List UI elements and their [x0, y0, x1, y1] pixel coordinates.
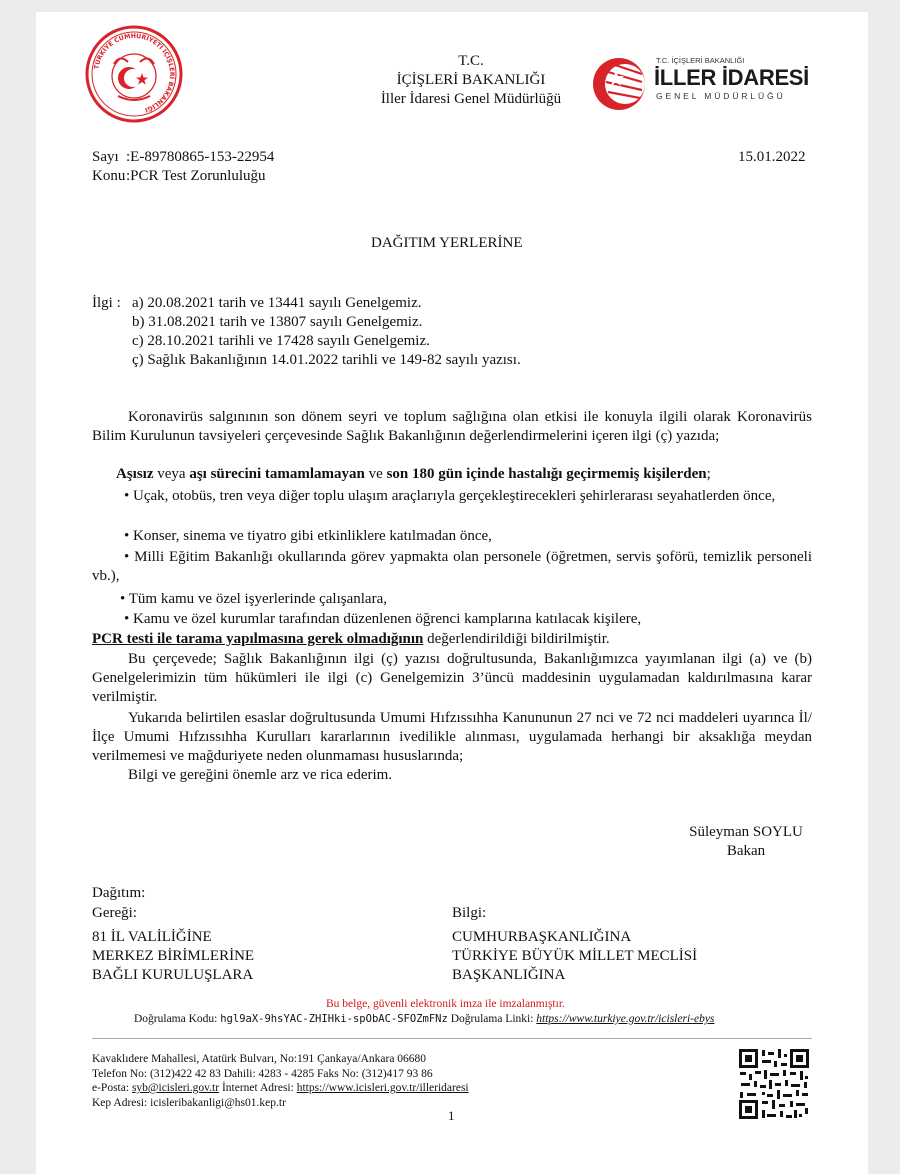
ministry-header [356, 52, 586, 109]
konu-value: :PCR Test Zorunluluğu [126, 168, 266, 184]
bullet-item [120, 590, 387, 609]
paragraph-2-text: Bu çerçevede; Sağlık Bakanlığının ilgi (ç) yazısı doğrultusunda, Bakanlığımızca yayımlanan ilgi (a) ve (b) Genelgelerimizin tüm hükümleri ile ilgi (c) Genelgemizin 3’üncü maddesinin uygulamadan kaldırılmasına karar verilmiştir. [92, 651, 812, 705]
ilgi-item: c) 28.10.2021 tarihli ve 17428 sayılı Genelgemiz. [132, 333, 430, 349]
iller-idaresi-logo [592, 54, 812, 114]
pcr-bold-text: PCR testi ile tarama yapılmasına gerek olmadığının [92, 631, 424, 647]
document-page [36, 12, 868, 1174]
bullet-icon: • [120, 591, 126, 607]
sayi-value: :E-89780865-153-22954 [126, 149, 275, 165]
bilgi-item: BAŞKANLIĞINA [452, 967, 566, 983]
gereg-block [92, 904, 254, 985]
signature-block [666, 823, 826, 861]
verification-link-label: Doğrulama Linki: [450, 1013, 534, 1025]
footer-email-label: e-Posta: [92, 1082, 132, 1094]
gereg-item: MERKEZ BİRİMLERİNE [92, 948, 255, 964]
konu-label: Konu [92, 168, 126, 184]
verification-divider [92, 1038, 812, 1039]
ministry-seal [84, 24, 184, 124]
footer-web[interactable]: https://www.icisleri.gov.tr/illeridaresi [296, 1082, 469, 1094]
paragraph-3 [92, 709, 812, 766]
page-number: 1 [448, 1108, 455, 1123]
footer-email[interactable]: syb@icisleri.gov.tr [131, 1082, 220, 1094]
bullet-text: Tüm kamu ve özel işyerlerinde çalışanlara, [128, 591, 387, 607]
bullet-item [92, 548, 812, 586]
pcr-rest-text: değerlendirildiği bildirilmiştir. [423, 631, 610, 647]
criteria-incomplete: aşı sürecini tamamlamayan [189, 466, 365, 482]
footer-phone: Telefon No: (312)422 42 83 Dahili: 4283 - 4285 Faks No: (312)417 93 86 [92, 1067, 433, 1080]
esign-note: Bu belge, güvenli elektronik imza ile imzalanmıştır. [326, 998, 565, 1010]
criteria-line [116, 465, 711, 484]
bullet-item [124, 610, 641, 629]
gereg-item: BAĞLI KURULUŞLARA [92, 967, 254, 983]
sayi-row [92, 148, 274, 167]
verification-row [134, 1012, 714, 1027]
ilgi-label: İlgi : [92, 295, 121, 311]
gereg-label: Gereği: [92, 905, 137, 921]
gereg-item: 81 İL VALİLİĞİNE [92, 929, 212, 945]
closing-line: Bilgi ve gereğini önemle arz ve rica ederim. [128, 767, 393, 783]
bilgi-item: CUMHURBAŞKANLIĞINA [452, 929, 632, 945]
logo-subtitle: GENEL MÜDÜRLÜĞÜ [656, 91, 786, 101]
bullet-icon: • [124, 528, 130, 544]
bullet-icon: • [124, 611, 130, 627]
bullet-item [124, 527, 492, 546]
bullet-item [92, 487, 812, 506]
addressee: DAĞITIM YERLERİNE [371, 235, 523, 251]
qr-code-icon [738, 1048, 810, 1120]
verification-code: hgl9aX-9hsYAC-ZHIHki-spObAC-SFOZmFNz [220, 1013, 448, 1025]
bullet-icon: • [124, 549, 130, 565]
verification-link[interactable]: https://www.turkiye.gov.tr/icisleri-ebys [536, 1013, 715, 1025]
bilgi-block [452, 904, 697, 985]
ilgi-item: a) 20.08.2021 tarih ve 13441 sayılı Genelgemiz. [132, 295, 422, 311]
header-ministry: İÇİŞLERİ BAKANLIĞI [396, 72, 546, 88]
criteria-recovered: son 180 gün içinde hastalığı geçirmemiş kişilerden [386, 466, 707, 482]
ilgi-item: b) 31.08.2021 tarih ve 13807 sayılı Genelgemiz. [132, 314, 423, 330]
bullet-icon: • [124, 488, 130, 504]
bullet-text: Milli Eğitim Bakanlığı okullarında görev yapmakta olan personele (öğretmen, servis şoförü, temizlik personeli vb.), [92, 549, 812, 584]
document-date: 15.01.2022 [738, 149, 806, 165]
criteria-conj: ve [364, 466, 387, 482]
footer-block [92, 1052, 469, 1110]
footer-kep: Kep Adresi: icisleribakanligi@hs01.kep.tr [92, 1096, 286, 1109]
logo-small-text: T.C. İÇİŞLERİ BAKANLIĞI [656, 56, 745, 65]
signer-name: Süleyman SOYLU [689, 824, 803, 840]
logo-title: İLLER İDARESİ [654, 65, 809, 90]
criteria-end: ; [706, 466, 711, 482]
footer-contact [92, 1081, 469, 1096]
header-tc: T.C. [458, 53, 484, 69]
sayi-label: Sayı [92, 149, 119, 165]
intro-text: Koronavirüs salgınının son dönem seyri ve toplum sağlığına olan etkisi ile konuyla ilgili olarak Koronavirüs Bilim Kurulunun tavsiyeleri çerçevesinde Sağlık Bakanlığının değerlendirmelerini içeren ilgi (ç) yazıda; [92, 409, 812, 444]
signer-title: Bakan [726, 843, 766, 859]
paragraph-3-text: Yukarıda belirtilen esaslar doğrultusunda Umumi Hıfzıssıhha Kanununun 27 nci ve 72 nci maddeleri uyarınca İl/İlçe Umumi Hıfzıssıhha Kurulları kararlarının ivedilikle alınması, uygulamada herhangi bir aksaklığa meydan verilmemesi ve mağduriyete neden olunmaması hususlarında; [92, 710, 812, 764]
distribution-title: Dağıtım: [92, 885, 146, 901]
header-directorate: İller İdaresi Genel Müdürlüğü [380, 91, 562, 107]
konu-row [92, 167, 266, 186]
criteria-conj: veya [153, 466, 190, 482]
pcr-conclusion [92, 630, 610, 649]
bilgi-label: Bilgi: [452, 905, 487, 921]
ilgi-item: ç) Sağlık Bakanlığının 14.01.2022 tarihli ve 149-82 sayılı yazısı. [132, 352, 521, 368]
verification-code-label: Doğrulama Kodu: [134, 1013, 218, 1025]
bilgi-item: TÜRKİYE BÜYÜK MİLLET MECLİSİ [452, 948, 698, 964]
svg-text:TÜRKİYE CUMHURİYETİ İÇİŞLERİ B: TÜRKİYE CUMHURİYETİ İÇİŞLERİ BAKANLIĞI [93, 32, 176, 114]
criteria-unvaccinated: Aşısız [116, 466, 154, 482]
crescent-star-icon [592, 56, 650, 112]
footer-web-label: İnternet Adresi: [219, 1082, 297, 1094]
bullet-text: Konser, sinema ve tiyatro gibi etkinliklere katılmadan önce, [133, 528, 492, 544]
bullet-text: Uçak, otobüs, tren veya diğer toplu ulaşım araçlarıyla gerçekleştirecekleri şehirlerarası seyahatlerden önce, [133, 488, 776, 504]
bullet-text: Kamu ve özel kurumlar tarafından düzenlenen öğrenci kamplarına katılacak kişilere, [133, 611, 642, 627]
intro-paragraph [92, 408, 812, 446]
paragraph-2 [92, 650, 812, 707]
footer-address: Kavaklıdere Mahallesi, Atatürk Bulvarı, No:191 Çankaya/Ankara 06680 [92, 1053, 427, 1065]
